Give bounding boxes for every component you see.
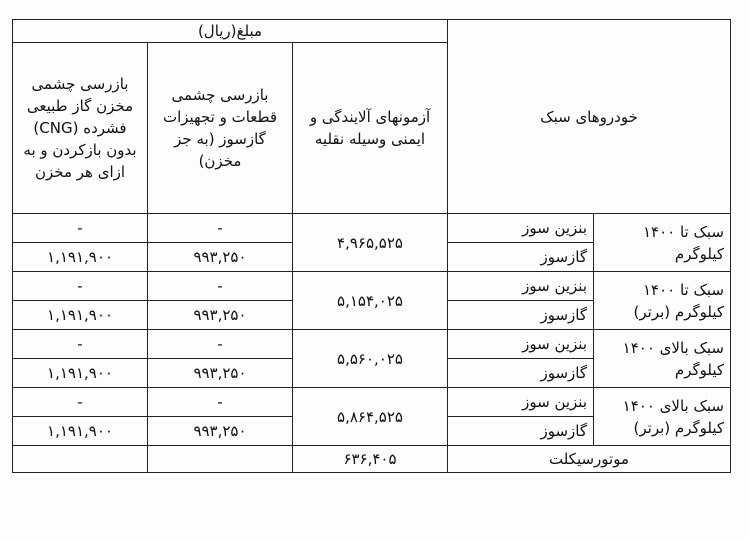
fuel-type-cell: گازسوز: [448, 243, 594, 272]
fuel-type-cell: گازسوز: [448, 417, 594, 446]
cng-fee-cell: ۱,۱۹۱,۹۰۰: [13, 243, 148, 272]
cng-fee-cell: ۱,۱۹۱,۹۰۰: [13, 417, 148, 446]
motorcycle-row: [13, 446, 731, 473]
fuel-type-cell: گازسوز: [448, 359, 594, 388]
parts-fee-cell: ۹۹۳,۲۵۰: [148, 417, 293, 446]
motorcycle-cng-fee-empty: [13, 446, 148, 473]
cng-fee-cell: ۱,۱۹۱,۹۰۰: [13, 359, 148, 388]
cng-fee-cell: -: [13, 388, 148, 417]
emission-fee-cell: ۵,۱۵۴,۰۲۵: [293, 272, 448, 330]
cng-fee-cell: -: [13, 272, 148, 301]
table-row: [13, 388, 731, 417]
cng-column-header: بازرسی چشمی مخزن گاز طبیعی فشرده (CNG) بدون بازکردن و به ازای هر مخزن: [13, 43, 148, 214]
parts-column-header: بازرسی چشمی قطعات و تجهیزات گازسوز (به جز مخزن): [148, 43, 293, 214]
motorcycle-label: موتورسیکلت: [448, 446, 731, 473]
parts-fee-cell: ۹۹۳,۲۵۰: [148, 243, 293, 272]
parts-fee-cell: ۹۹۳,۲۵۰: [148, 359, 293, 388]
table-row: [13, 272, 731, 301]
parts-fee-cell: -: [148, 214, 293, 243]
parts-fee-cell: ۹۹۳,۲۵۰: [148, 301, 293, 330]
emission-column-header: آزمونهای آلایندگی و ایمنی وسیله نقلیه: [293, 43, 448, 214]
motorcycle-parts-fee-empty: [148, 446, 293, 473]
table-row: [13, 214, 731, 243]
fuel-type-cell: گازسوز: [448, 301, 594, 330]
fee-table: [12, 19, 731, 473]
amount-group-header: مبلغ(ریال): [13, 20, 448, 43]
emission-fee-cell: ۵,۸۶۴,۵۲۵: [293, 388, 448, 446]
parts-fee-cell: -: [148, 388, 293, 417]
fuel-type-cell: بنزین سوز: [448, 388, 594, 417]
table-row: [13, 330, 731, 359]
category-cell: سبک بالای ۱۴۰۰ کیلوگرم (برتر): [594, 388, 731, 446]
parts-fee-cell: -: [148, 272, 293, 301]
emission-fee-cell: ۵,۵۶۰,۰۲۵: [293, 330, 448, 388]
vehicle-group-header: خودروهای سبک: [448, 20, 731, 214]
cng-fee-cell: -: [13, 330, 148, 359]
category-cell: سبک تا ۱۴۰۰ کیلوگرم: [594, 214, 731, 272]
fuel-type-cell: بنزین سوز: [448, 214, 594, 243]
fuel-type-cell: بنزین سوز: [448, 272, 594, 301]
fuel-type-cell: بنزین سوز: [448, 330, 594, 359]
parts-fee-cell: -: [148, 330, 293, 359]
category-cell: سبک بالای ۱۴۰۰ کیلوگرم: [594, 330, 731, 388]
table-header-row: [13, 20, 731, 43]
emission-fee-cell: ۴,۹۶۵,۵۲۵: [293, 214, 448, 272]
category-cell: سبک تا ۱۴۰۰ کیلوگرم (برتر): [594, 272, 731, 330]
motorcycle-emission-fee: ۶۳۶,۴۰۵: [293, 446, 448, 473]
cng-fee-cell: -: [13, 214, 148, 243]
cng-fee-cell: ۱,۱۹۱,۹۰۰: [13, 301, 148, 330]
